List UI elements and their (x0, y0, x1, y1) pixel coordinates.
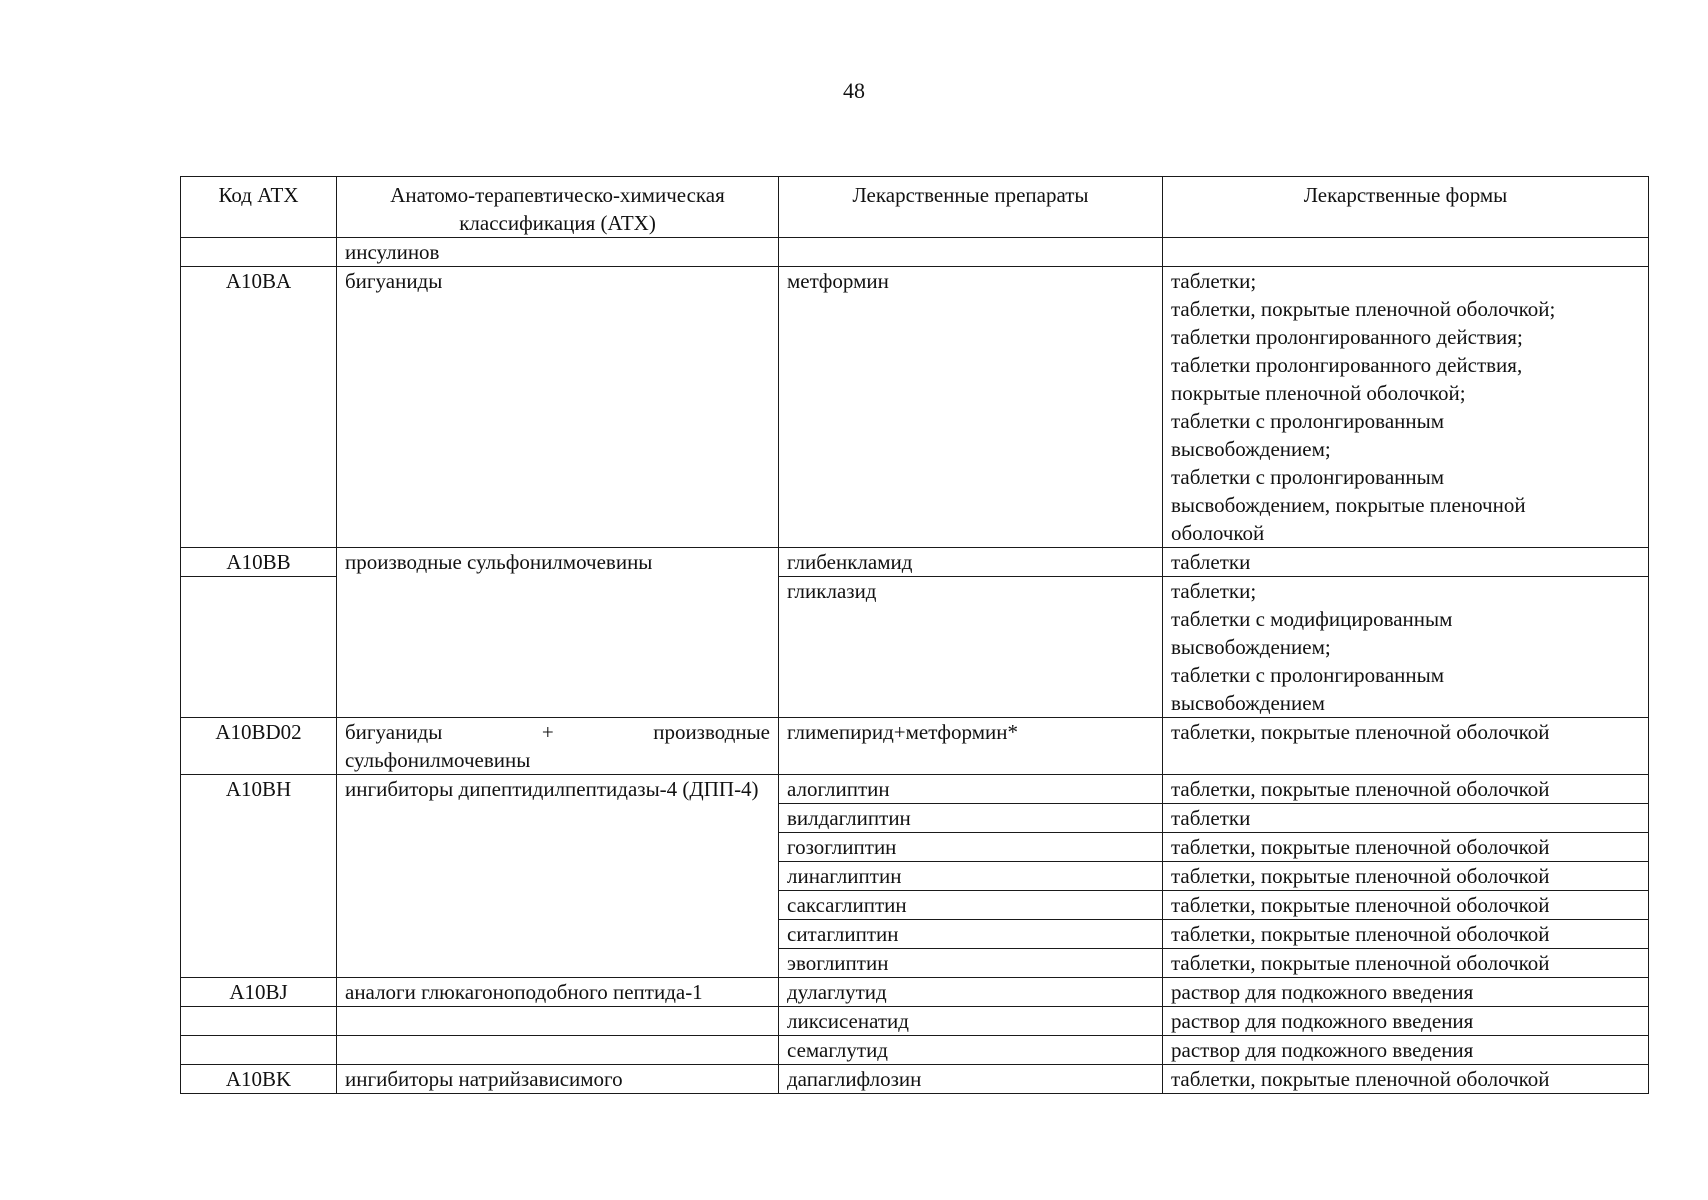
form-line: высвобождением, покрытые пленочной (1171, 493, 1526, 517)
forms-cell (1163, 238, 1649, 267)
drug-cell: семаглутид (779, 1036, 1163, 1065)
drug-cell: ликсисенатид (779, 1007, 1163, 1036)
form-line: таблетки; (1171, 269, 1257, 293)
forms-cell: раствор для подкожного введения (1163, 1007, 1649, 1036)
classification-word: производные (653, 720, 770, 744)
atx-table (180, 176, 1649, 1094)
form-line: покрытые пленочной оболочкой; (1171, 381, 1466, 405)
drug-cell: саксаглиптин (779, 891, 1163, 920)
header-code: Код АТХ (181, 177, 337, 238)
classification-cell (337, 1036, 779, 1065)
forms-cell: таблетки, покрытые пленочной оболочкой (1163, 862, 1649, 891)
table-row (181, 775, 1649, 804)
code-cell (181, 1036, 337, 1065)
classification-cell (337, 1007, 779, 1036)
form-line: оболочкой (1171, 521, 1265, 545)
form-line: таблетки пролонгированного действия, (1171, 353, 1523, 377)
classification-word: + (541, 720, 554, 744)
form-line: таблетки, покрытые пленочной оболочкой; (1171, 297, 1556, 321)
code-cell: A10BB (181, 548, 337, 577)
drug-cell: дулаглутид (779, 978, 1163, 1007)
drug-cell: глимепирид+метформин* (779, 718, 1163, 775)
classification-cell: бигуаниды (337, 267, 779, 548)
forms-cell: таблетки, покрытые пленочной оболочкой (1163, 718, 1649, 775)
code-cell (181, 238, 337, 267)
drug-cell: глибенкламид (779, 548, 1163, 577)
forms-cell (1163, 267, 1649, 548)
forms-cell: таблетки, покрытые пленочной оболочкой (1163, 920, 1649, 949)
table-row (181, 238, 1649, 267)
drug-cell: ситаглиптин (779, 920, 1163, 949)
drug-cell: гликлазид (779, 577, 1163, 718)
code-cell: A10BH (181, 775, 337, 978)
drug-cell: линаглиптин (779, 862, 1163, 891)
classification-line: сульфонилмочевины (345, 748, 531, 772)
drug-cell: алоглиптин (779, 775, 1163, 804)
header-classification: Анатомо-терапевтическо-химическая классификация (АТХ) (337, 177, 779, 238)
forms-cell: раствор для подкожного введения (1163, 978, 1649, 1007)
classification-line (345, 718, 770, 746)
forms-cell: таблетки (1163, 804, 1649, 833)
classification-cell: ингибиторы натрийзависимого (337, 1065, 779, 1094)
header-drugs: Лекарственные препараты (779, 177, 1163, 238)
code-cell: A10BK (181, 1065, 337, 1094)
code-cell: A10BD02 (181, 718, 337, 775)
code-cell (181, 577, 337, 718)
code-cell (181, 1007, 337, 1036)
code-cell: A10BJ (181, 978, 337, 1007)
classification-word: бигуаниды (345, 720, 443, 744)
table-row (181, 548, 1649, 577)
classification-cell (337, 718, 779, 775)
forms-cell: таблетки, покрытые пленочной оболочкой (1163, 891, 1649, 920)
drug-cell: метформин (779, 267, 1163, 548)
forms-cell (1163, 577, 1649, 718)
forms-cell: таблетки, покрытые пленочной оболочкой (1163, 775, 1649, 804)
table-header-row (181, 177, 1649, 238)
drug-cell: гозоглиптин (779, 833, 1163, 862)
classification-cell: инсулинов (337, 238, 779, 267)
forms-cell: таблетки, покрытые пленочной оболочкой (1163, 1065, 1649, 1094)
drug-cell: дапаглифлозин (779, 1065, 1163, 1094)
form-line: таблетки пролонгированного действия; (1171, 325, 1523, 349)
code-cell: A10BA (181, 267, 337, 548)
form-line: таблетки с модифицированным (1171, 607, 1453, 631)
forms-cell: раствор для подкожного введения (1163, 1036, 1649, 1065)
form-line: высвобождением; (1171, 437, 1331, 461)
forms-cell: таблетки (1163, 548, 1649, 577)
classification-cell: ингибиторы дипептидилпептидазы-4 (ДПП-4) (337, 775, 779, 978)
header-forms: Лекарственные формы (1163, 177, 1649, 238)
classification-cell: производные сульфонилмочевины (337, 548, 779, 718)
table-row (181, 718, 1649, 775)
page-number: 48 (843, 78, 865, 103)
form-line: высвобождением (1171, 691, 1325, 715)
classification-cell: аналоги глюкагоноподобного пептида-1 (337, 978, 779, 1007)
table-row (181, 1065, 1649, 1094)
forms-cell: таблетки, покрытые пленочной оболочкой (1163, 833, 1649, 862)
table-row (181, 978, 1649, 1007)
table-row (181, 1036, 1649, 1065)
form-line: высвобождением; (1171, 635, 1331, 659)
form-line: таблетки; (1171, 579, 1257, 603)
table-row (181, 267, 1649, 548)
form-line: таблетки с пролонгированным (1171, 409, 1445, 433)
drug-cell: вилдаглиптин (779, 804, 1163, 833)
drug-cell: эвоглиптин (779, 949, 1163, 978)
form-line: таблетки с пролонгированным (1171, 663, 1445, 687)
form-line: таблетки с пролонгированным (1171, 465, 1445, 489)
forms-cell: таблетки, покрытые пленочной оболочкой (1163, 949, 1649, 978)
table-row (181, 1007, 1649, 1036)
drug-cell (779, 238, 1163, 267)
